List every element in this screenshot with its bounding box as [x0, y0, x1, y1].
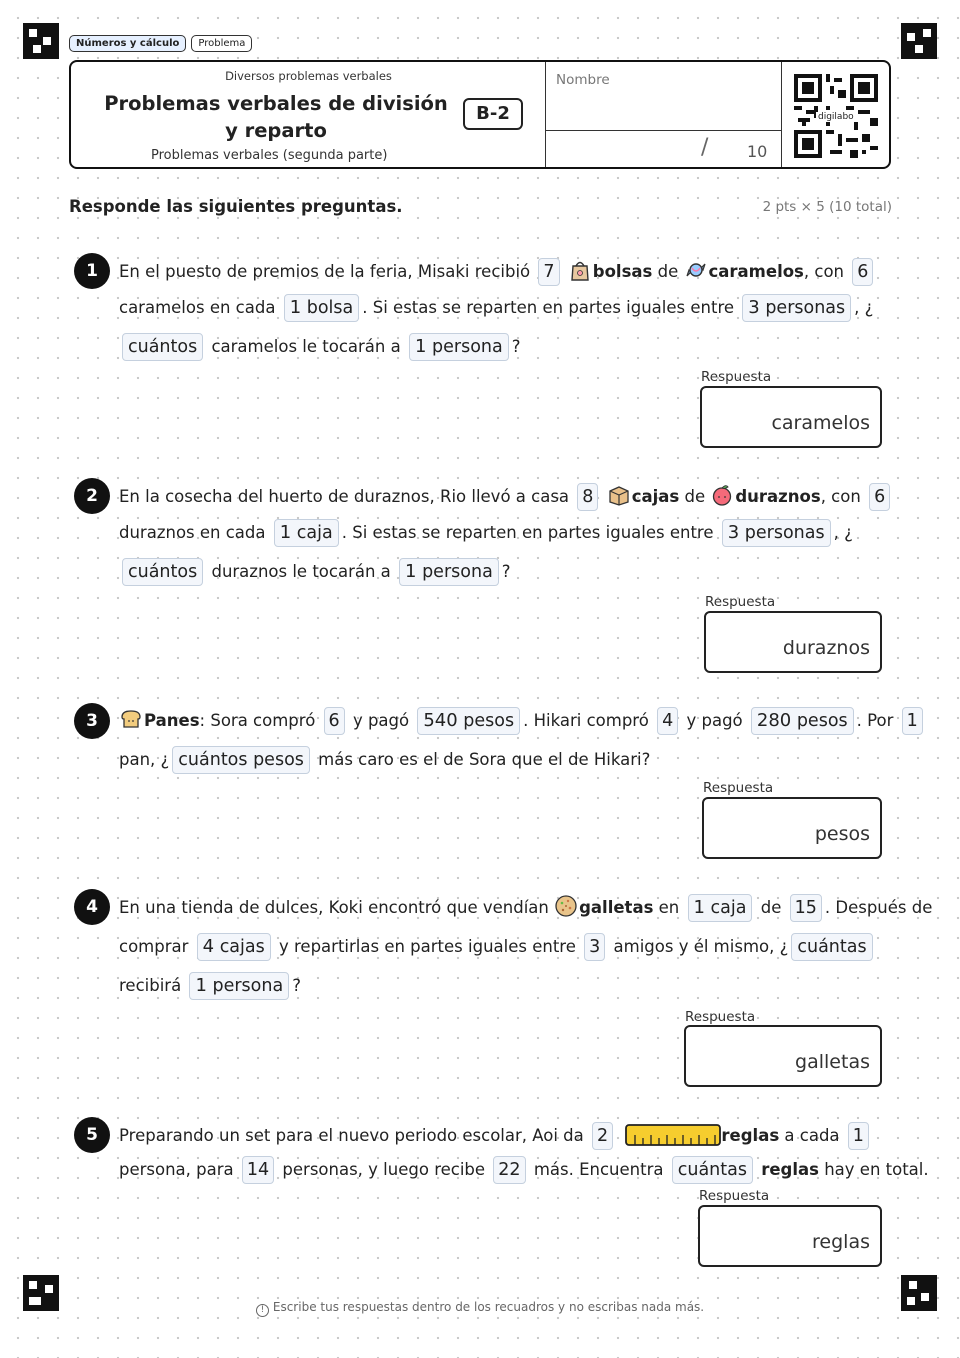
answer-label: Respuesta [705, 594, 776, 610]
text: y pagó [352, 711, 410, 730]
blank-quantity [189, 972, 289, 1000]
problem-3-line-1 [119, 707, 926, 735]
problem-number: 1 [74, 253, 110, 289]
unit: cajas [219, 937, 265, 957]
number: 280 [756, 710, 792, 731]
blank-number: 6 [324, 707, 345, 735]
blank-quantity [742, 294, 851, 322]
bold-text: cajas [631, 487, 680, 506]
bold-text: duraznos [735, 487, 821, 506]
number: 1 [693, 897, 705, 918]
text: más caro es el de Sora que el de Hikari? [318, 750, 651, 769]
answer-box[interactable] [700, 386, 882, 448]
bold-text: Panes [144, 711, 200, 730]
blank-number: 14 [242, 1156, 274, 1184]
blank-number: 15 [790, 894, 822, 922]
text: : Sora compró [199, 711, 316, 730]
text: recibirá [119, 976, 182, 995]
text: . Hikari compró [523, 711, 649, 730]
blank-question-word: cuántas [672, 1156, 753, 1184]
problem-5-line-1 [119, 1122, 872, 1150]
blank-quantity [197, 933, 271, 961]
bold-text: bolsas [592, 262, 653, 281]
bold-text: reglas [761, 1160, 819, 1179]
problem-2-line-3 [119, 558, 511, 586]
problem-4-line-3 [119, 972, 301, 1000]
problem-number: 4 [74, 889, 110, 925]
unit: pesos [463, 711, 515, 731]
answer-unit: reglas [812, 1231, 870, 1253]
number: 1 [405, 561, 417, 582]
bread-icon [119, 707, 143, 731]
blank-quantity [722, 519, 831, 547]
answer-unit: duraznos [782, 637, 870, 659]
footer-text: Escribe tus respuestas dentro de los recuadros y no escribas nada más. [272, 1300, 705, 1314]
text: . Si estas se reparten en partes iguales entre [341, 523, 714, 542]
blank-quantity [409, 333, 509, 361]
problem-number: 3 [74, 703, 110, 739]
unit: bolsa [306, 298, 354, 318]
instructions: Responde las siguientes preguntas. [69, 197, 403, 216]
text: duraznos en cada [119, 523, 266, 542]
bag-icon [568, 258, 592, 282]
answer-label: Respuesta [685, 1009, 756, 1025]
blank-number: 8 [577, 483, 598, 511]
blank-question-word: cuántos [122, 558, 203, 586]
corner-marker-top-left [23, 23, 59, 59]
level-badge: B-2 [463, 98, 523, 130]
title-section [71, 62, 546, 167]
text: , ¿ [854, 298, 874, 317]
tag-type: Problema [191, 35, 252, 52]
number: 1 [279, 522, 292, 543]
text: y repartirlas en partes iguales entre [279, 937, 576, 956]
bold-text: caramelos [708, 262, 804, 281]
answer-box[interactable] [704, 611, 882, 673]
score-total: 10 [747, 142, 768, 161]
blank-question-word: cuántas [791, 933, 872, 961]
answer-box[interactable] [684, 1025, 882, 1087]
answer-box[interactable] [702, 797, 882, 859]
text: , con [803, 262, 845, 281]
unit: persona [432, 337, 503, 357]
text: y pagó [686, 711, 743, 730]
blank-number: 2 [592, 1122, 613, 1150]
blank-quantity [274, 519, 339, 547]
problem-1-line-2 [119, 294, 873, 322]
qr-divider [781, 62, 782, 167]
text: En una tienda de dulces, Koki encontró que vendían [119, 898, 549, 917]
header-subtitle-bottom: Problemas verbales (segunda parte) [151, 148, 388, 163]
blank-number: 7 [538, 258, 559, 286]
text: . Por [856, 711, 894, 730]
cookie-icon [554, 894, 578, 918]
text: de [760, 898, 782, 917]
number: 540 [423, 710, 458, 731]
blank-number: 1 [902, 707, 923, 735]
worksheet-header [69, 60, 891, 169]
blank-number: 4 [657, 707, 678, 735]
text: persona, para [119, 1160, 234, 1179]
problem-4-line-1 [119, 894, 932, 922]
text: . Si estas se reparten en partes iguales entre [362, 298, 735, 317]
blank-number: 6 [852, 258, 873, 286]
unit: caja [296, 523, 333, 543]
unit: caja [710, 898, 747, 918]
blank-quantity [417, 707, 520, 735]
problem-1-line-1 [119, 258, 876, 286]
blank-quantity [688, 894, 753, 922]
answer-label: Respuesta [703, 780, 774, 796]
text: amigos y él mismo, ¿ [613, 937, 789, 956]
problem-number: 5 [74, 1117, 110, 1153]
text: a cada [784, 1126, 840, 1145]
header-subtitle-top: Diversos problemas verbales [225, 69, 392, 83]
text: . Después de [824, 898, 933, 917]
blank-number: 3 [584, 933, 605, 961]
text: ? [292, 976, 301, 995]
text: , ¿ [833, 523, 853, 542]
blank-question-word: cuántos [122, 333, 203, 361]
blank-quantity [284, 294, 360, 322]
number: 1 [414, 336, 427, 357]
name-field[interactable] [546, 130, 782, 131]
qr-label: digilabo [818, 112, 854, 122]
info-icon: ! [256, 1304, 269, 1317]
footer-note [0, 1300, 960, 1317]
box-icon [607, 483, 631, 507]
problem-3-line-2 [119, 746, 650, 774]
answer-label: Respuesta [699, 1188, 770, 1204]
text: caramelos le tocarán a [211, 337, 401, 356]
problem-number: 2 [74, 478, 110, 514]
unit: pesos [796, 711, 848, 731]
unit: personas [765, 298, 846, 318]
points-info: 2 pts × 5 (10 total) [762, 199, 892, 215]
unit: personas [744, 523, 825, 543]
page-title: Problemas verbales de división y reparto [104, 92, 448, 142]
peach-icon [710, 483, 734, 507]
text: En el puesto de premios de la feria, Misaki recibió [119, 262, 531, 281]
tag-row [69, 35, 252, 52]
candy-icon [684, 258, 708, 282]
problem-2-line-1 [119, 483, 893, 511]
answer-unit: galletas [795, 1051, 870, 1073]
text: hay en total. [824, 1160, 929, 1179]
tag-subject: Números y cálculo [69, 35, 186, 52]
number: 1 [195, 975, 207, 996]
corner-marker-top-right [901, 23, 937, 59]
number: 1 [289, 297, 302, 318]
blank-quantity [399, 558, 499, 586]
problem-5-line-2 [119, 1156, 929, 1184]
problem-4-line-2 [119, 933, 876, 961]
answer-box[interactable] [698, 1205, 882, 1267]
text: de [657, 262, 679, 281]
score-slash: / [701, 135, 709, 160]
number: 3 [727, 522, 740, 543]
name-label: Nombre [556, 72, 610, 88]
text: más. Encuentra [533, 1160, 664, 1179]
text: caramelos en cada [119, 298, 276, 317]
text: En la cosecha del huerto de duraznos, Rio llevó a casa [119, 487, 570, 506]
number: 3 [748, 297, 760, 318]
blank-number: 22 [493, 1156, 525, 1184]
answer-unit: pesos [814, 823, 870, 845]
text: Preparando un set para el nuevo periodo escolar, Aoi da [119, 1126, 584, 1145]
answer-label: Respuesta [701, 369, 772, 385]
blank-quantity [751, 707, 854, 735]
ruler-icon [625, 1123, 721, 1147]
bold-text: galletas [579, 898, 654, 917]
text: ? [501, 562, 511, 581]
number: 4 [202, 936, 215, 957]
text: personas, y luego recibe [282, 1160, 486, 1179]
text: pan, ¿ [119, 750, 170, 769]
problem-1-line-3 [119, 333, 521, 361]
problem-2-line-2 [119, 519, 853, 547]
blank-number: 6 [869, 483, 890, 511]
text: en [658, 898, 680, 917]
answer-unit: caramelos [771, 412, 870, 434]
blank-question-word: cuántos pesos [172, 746, 310, 774]
text: ? [511, 337, 521, 356]
text: de [684, 487, 706, 506]
text: comprar [119, 937, 189, 956]
bold-text: reglas [721, 1126, 780, 1145]
text: duraznos le tocarán a [211, 562, 391, 581]
unit: persona [422, 562, 493, 582]
blank-number: 1 [848, 1122, 869, 1150]
text: , con [820, 487, 861, 506]
unit: persona [212, 976, 284, 996]
